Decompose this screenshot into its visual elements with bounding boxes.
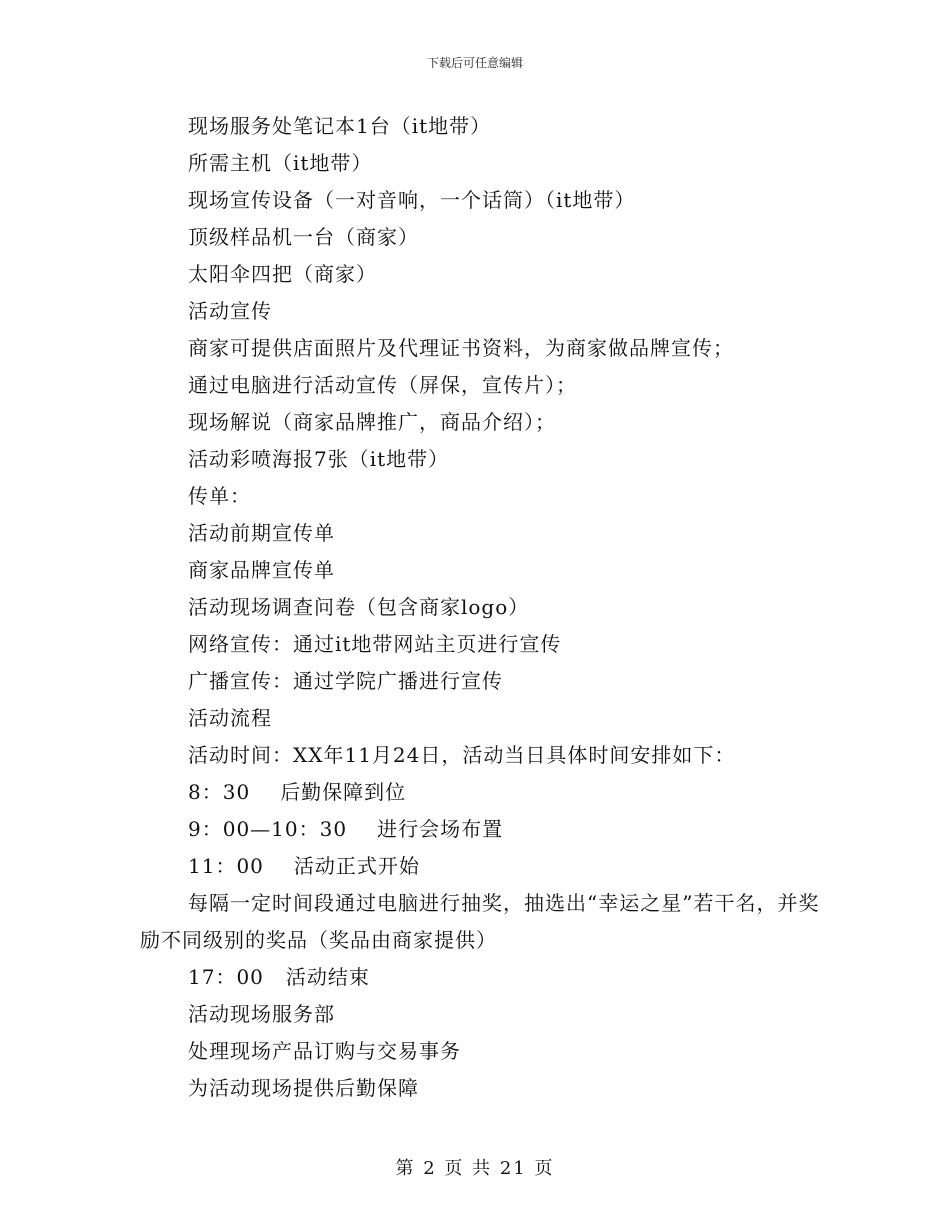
text-line: 现场解说（商家品牌推广，商品介绍）； (188, 410, 556, 434)
schedule-time: 9：00—10：30 (188, 817, 348, 841)
schedule-event: 活动正式开始 (293, 854, 420, 878)
text-line: 顶级样品机一台（商家） (188, 225, 419, 249)
page-header: 下载后可任意编辑 (426, 56, 523, 70)
section-heading: 活动流程 (188, 706, 272, 730)
page-footer: 第 2 页 共 21 页 (395, 1158, 555, 1179)
schedule-time: 17：00 (188, 965, 264, 989)
text-line: 商家品牌宣传单 (188, 558, 335, 582)
schedule-item (140, 774, 820, 811)
schedule-event: 活动结束 (285, 965, 370, 989)
schedule-item (140, 848, 820, 885)
text-line: 现场服务处笔记本1台（it地带） (188, 114, 492, 138)
text-line: 广播宣传：通过学院广播进行宣传 (188, 669, 503, 693)
text-line: 传单： (188, 484, 251, 508)
text-line: 为活动现场提供后勤保障 (188, 1076, 419, 1100)
text-line: 活动时间：XX年11月24日，活动当日具体时间安排如下： (188, 743, 736, 767)
text-line: 活动彩喷海报7张（it地带） (188, 447, 450, 471)
text-line: 处理现场产品订购与交易事务 (188, 1039, 461, 1063)
text-line: 通过电脑进行活动宣传（屏保，宣传片）； (188, 373, 577, 397)
schedule-item (140, 811, 820, 848)
schedule-item (140, 959, 820, 996)
text-line: 所需主机（it地带） (188, 151, 373, 175)
schedule-event: 进行会场布置 (377, 817, 504, 841)
text-line: 网络宣传：通过it地带网站主页进行宣传 (188, 632, 562, 656)
section-heading: 活动宣传 (188, 299, 272, 323)
text-line: 活动前期宣传单 (188, 521, 335, 545)
paragraph: 每隔一定时间段通过电脑进行抽奖，抽选出“幸运之星”若干名，并奖励不同级别的奖品（奖品由商家提供） (140, 891, 820, 952)
document-body (140, 108, 820, 1107)
text-line: 商家可提供店面照片及代理证书资料，为商家做品牌宣传； (188, 336, 734, 360)
schedule-event: 后勤保障到位 (280, 780, 407, 804)
text-line: 活动现场调查问卷（包含商家logo） (188, 595, 530, 619)
text-line: 活动现场服务部 (188, 1002, 335, 1026)
schedule-time: 8：30 (188, 780, 251, 804)
text-line: 现场宣传设备（一对音响，一个话筒）（it地带） (188, 188, 636, 212)
text-line: 太阳伞四把（商家） (188, 262, 377, 286)
schedule-time: 11：00 (188, 854, 264, 878)
